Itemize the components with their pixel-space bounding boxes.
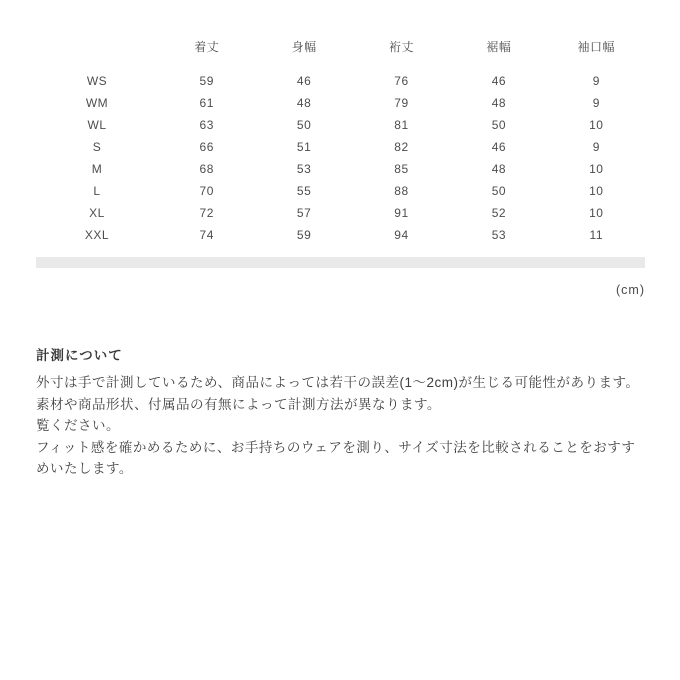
measurement-value: 88 xyxy=(394,184,409,198)
measurement-value: 46 xyxy=(491,140,507,154)
measurement-value: 59 xyxy=(296,228,312,242)
note-paragraph: フィット感を確かめるために、お手持ちのウェアを測り、サイズ寸法を比較されることをおすすめいたします。 xyxy=(36,439,636,476)
measurement-value: 91 xyxy=(394,206,409,220)
column-header: 着丈 xyxy=(194,40,220,54)
measurement-value: 48 xyxy=(491,162,507,176)
size-table-header-row xyxy=(36,36,645,70)
table-row xyxy=(36,114,645,136)
measurement-value: 55 xyxy=(296,184,312,198)
measurement-value: 53 xyxy=(296,162,312,176)
column-header: 裾幅 xyxy=(486,40,512,54)
measurement-value: 50 xyxy=(296,118,312,132)
measurement-value: 48 xyxy=(296,96,312,110)
size-label: WL xyxy=(87,118,107,132)
size-table-body xyxy=(36,70,645,246)
measurement-value: 72 xyxy=(199,206,214,220)
measurement-value: 82 xyxy=(394,140,409,154)
measurement-value: 9 xyxy=(592,140,600,154)
size-label: WM xyxy=(85,96,109,110)
measurement-value: 68 xyxy=(199,162,214,176)
measurement-value: 79 xyxy=(394,96,409,110)
notes-paragraphs xyxy=(36,372,645,480)
measurement-value: 94 xyxy=(394,228,409,242)
size-label: S xyxy=(92,140,102,154)
measurement-value: 66 xyxy=(199,140,214,154)
measurement-value: 10 xyxy=(589,118,604,132)
size-label: XXL xyxy=(84,228,110,242)
unit-label: (cm) xyxy=(616,283,645,297)
table-row xyxy=(36,92,645,114)
measurement-value: 48 xyxy=(491,96,507,110)
measurement-value: 10 xyxy=(589,184,604,198)
notes-section xyxy=(36,348,645,480)
measurement-value: 59 xyxy=(199,74,214,88)
measurement-value: 52 xyxy=(491,206,507,220)
measurement-value: 46 xyxy=(296,74,312,88)
measurement-value: 81 xyxy=(394,118,409,132)
table-row xyxy=(36,180,645,202)
corner-cell xyxy=(36,36,158,70)
table-row xyxy=(36,136,645,158)
table-row xyxy=(36,158,645,180)
measurement-value: 85 xyxy=(394,162,409,176)
measurement-value: 11 xyxy=(589,228,604,242)
measurement-value: 51 xyxy=(296,140,312,154)
measurement-value: 9 xyxy=(592,96,600,110)
table-row xyxy=(36,70,645,92)
measurement-value: 63 xyxy=(199,118,214,132)
note-paragraph: 素材や商品形状、付属品の有無によって計測方法が異なります。 xyxy=(36,396,441,412)
measurement-value: 10 xyxy=(589,162,604,176)
note-paragraph: 覧ください。 xyxy=(36,418,120,433)
column-header: 裄丈 xyxy=(388,40,414,54)
measurement-value: 9 xyxy=(592,74,600,88)
measurement-value: 46 xyxy=(491,74,507,88)
measurement-value: 61 xyxy=(199,96,214,110)
note-paragraph: 外寸は手で計測しているため、商品によっては若干の誤差(1〜2cm)が生じる可能性があります。 xyxy=(36,375,640,390)
measurement-value: 10 xyxy=(589,206,604,220)
size-label: L xyxy=(93,184,101,198)
column-header: 袖口幅 xyxy=(577,40,616,54)
measurement-value: 50 xyxy=(491,184,507,198)
measurement-value: 76 xyxy=(394,74,409,88)
size-label: M xyxy=(91,162,103,176)
measurement-value: 50 xyxy=(491,118,507,132)
size-table xyxy=(36,36,645,246)
divider-bar xyxy=(36,257,645,268)
measurement-value: 74 xyxy=(199,228,214,242)
notes-heading: 計測について xyxy=(36,348,123,363)
size-label: WS xyxy=(86,74,108,88)
table-row xyxy=(36,224,645,246)
column-header: 身幅 xyxy=(291,40,317,54)
measurement-value: 53 xyxy=(491,228,507,242)
table-row xyxy=(36,202,645,224)
measurement-value: 57 xyxy=(296,206,312,220)
measurement-value: 70 xyxy=(199,184,214,198)
size-label: XL xyxy=(89,206,105,220)
